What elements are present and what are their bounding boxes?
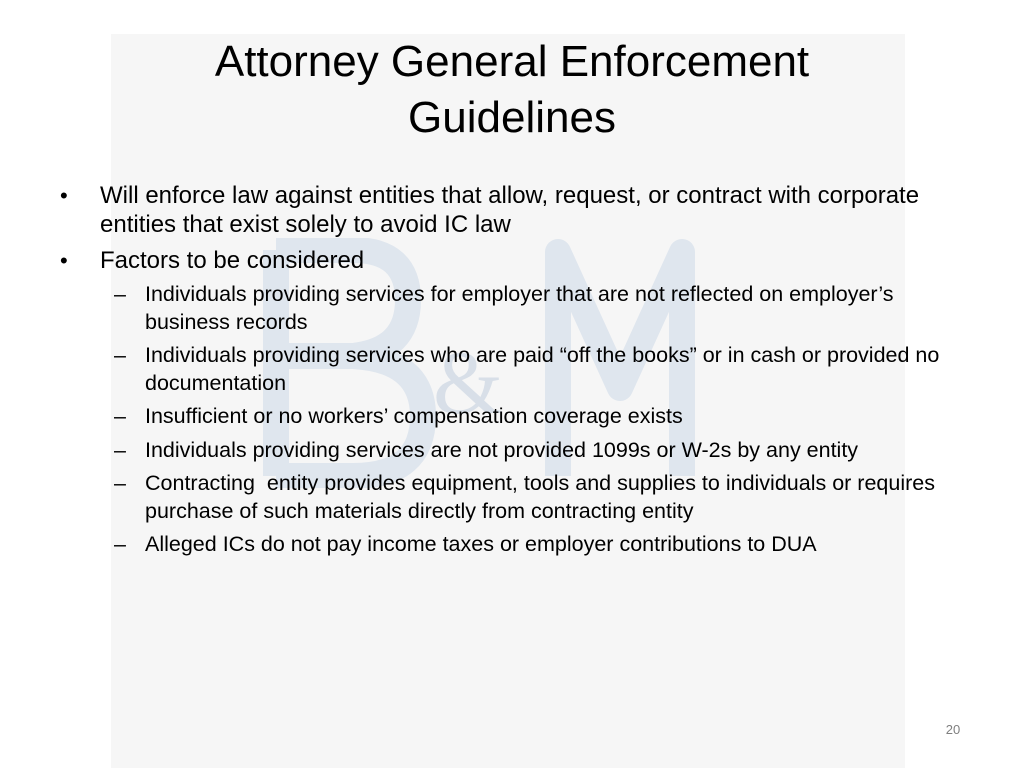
dash-icon: – — [114, 471, 126, 495]
bullet-item — [58, 246, 978, 559]
dash-icon: – — [114, 404, 126, 428]
sub-bullet-text: Insufficient or no workers’ compensation coverage exists — [145, 404, 683, 428]
slide-title: Attorney General Enforcement Guidelines — [214, 37, 810, 142]
sub-bullet-item — [100, 437, 978, 465]
sub-bullet-item — [100, 342, 978, 397]
sub-bullet-text: Alleged ICs do not pay income taxes or employer contributions to DUA — [145, 532, 817, 556]
page-number: 20 — [945, 722, 961, 737]
sub-bullet-text: Individuals providing services who are paid “off the books” or in cash or provided no documentation — [145, 343, 940, 395]
bullet-text: Will enforce law against entities that allow, request, or contract with corporate entities that exist solely to avoid IC law — [100, 182, 920, 238]
sub-bullet-item — [100, 531, 978, 559]
svg-text:&: & — [432, 334, 504, 433]
sub-bullet-text: Individuals providing services are not provided 1099s or W-2s by any entity — [145, 437, 859, 462]
sub-bullet-item — [100, 470, 978, 525]
dash-icon: – — [114, 437, 126, 462]
bullet-list — [58, 181, 978, 566]
bullet-icon: • — [60, 183, 68, 208]
bullet-text: Factors to be considered — [100, 247, 365, 274]
sub-bullet-item — [100, 281, 978, 336]
sub-bullet-text: Contracting entity provides equipment, tools and supplies to individuals or requires purchase of such materials directly from contracting entity — [145, 471, 941, 523]
dash-icon: – — [114, 282, 126, 306]
sub-bullet-text: Individuals providing services for employer that are not reflected on employer’s business records — [145, 282, 894, 334]
bullet-icon: • — [60, 248, 68, 273]
dash-icon: – — [114, 532, 126, 556]
sub-bullet-list — [100, 281, 978, 559]
sub-bullet-item — [100, 403, 978, 431]
dash-icon: – — [114, 343, 126, 367]
bullet-item — [58, 181, 978, 239]
